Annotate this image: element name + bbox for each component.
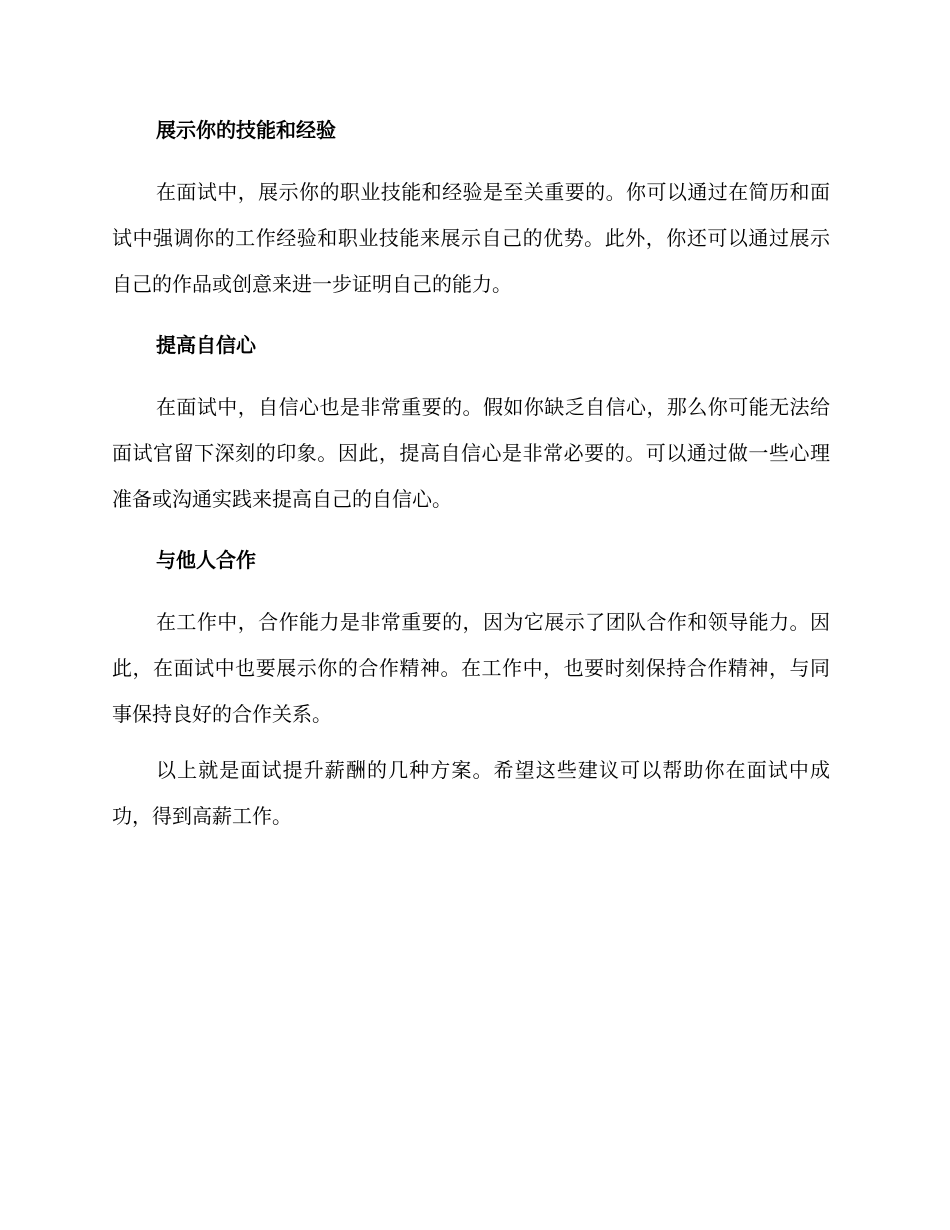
- section-paragraph: 在面试中，自信心也是非常重要的。假如你缺乏自信心，那么你可能无法给面试官留下深刻的印象。因此，提高自信心是非常必要的。可以通过做一些心理准备或沟通实践来提高自己的自信心。: [112, 395, 830, 511]
- section-paragraph: 在面试中，展示你的职业技能和经验是至关重要的。你可以通过在简历和面试中强调你的工作经验和职业技能来展示自己的优势。此外，你还可以通过展示自己的作品或创意来进一步证明自己的能力。: [112, 180, 830, 296]
- document-body: [112, 114, 830, 839]
- section-heading: 提高自信心: [156, 333, 256, 357]
- conclusion-paragraph: 以上就是面试提升薪酬的几种方案。希望这些建议可以帮助你在面试中成功，得到高薪工作。: [112, 758, 830, 828]
- section-heading: 与他人合作: [156, 548, 256, 572]
- section-paragraph: 在工作中，合作能力是非常重要的，因为它展示了团队合作和领导能力。因此，在面试中也要展示你的合作精神。在工作中，也要时刻保持合作精神，与同事保持良好的合作关系。: [112, 610, 830, 726]
- section-heading: 展示你的技能和经验: [156, 118, 336, 142]
